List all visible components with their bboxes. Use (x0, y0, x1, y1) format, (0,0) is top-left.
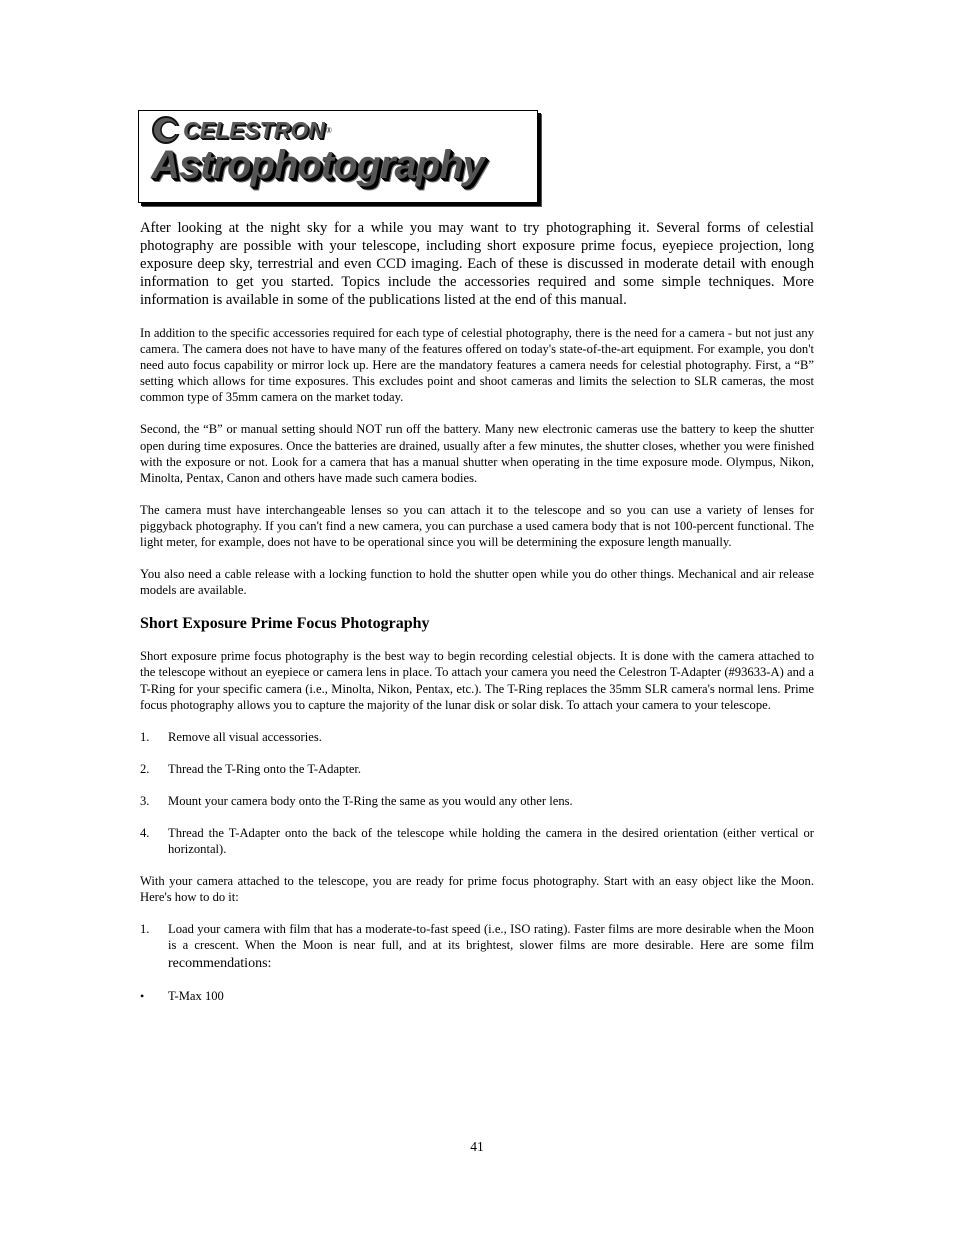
step-text (168, 921, 814, 971)
step-text: Thread the T-Adapter onto the back of the telescope while holding the camera in the desired orientation (either vertical or horizontal). (168, 825, 814, 857)
step-number: 4. (140, 825, 150, 840)
list-item (140, 793, 814, 809)
list-item (140, 988, 814, 1004)
registered-mark: ® (325, 125, 332, 135)
section-heading: Short Exposure Prime Focus Photography (140, 615, 430, 633)
step-text: Remove all visual accessories. (168, 729, 322, 744)
camera-requirements-paragraph: In addition to the specific accessories required for each type of celestial photography, there is the need for a camera - but not just any camera. The camera does not have to have many of the features offered on today's state-of-the-art equipment. For example, you don't need auto focus capability or mirror lock up. Here are the mandatory features a camera needs for celestial photography. First, a “B” setting which allows for time exposures. This excludes point and shoot cameras and limits the selection to SLR cameras, the most common type of 35mm camera on the market today. (140, 326, 814, 405)
header-logo-box (138, 110, 538, 203)
list-item (140, 761, 814, 777)
cable-release-paragraph: You also need a cable release with a locking function to hold the shutter open while you do other things. Mechanical and air release models are available. (140, 567, 814, 598)
lenses-paragraph: The camera must have interchangeable lenses so you can attach it to the telescope and so you can use a variety of lenses for piggyback photography. If you can't find a new camera, you can purchase a used camera body that is not 100-percent functional. The light meter, for example, does not have to be operational since you will be determining the exposure length manually. (140, 502, 814, 550)
list-item (140, 921, 814, 971)
step-text-main: Load your camera with film that has a moderate-to-fast speed (i.e., ISO rating). Faster films are more desirable when the Moon is a crescent. When the Moon is near full, and at its brightest, slower films are more desirable. Here (168, 922, 814, 953)
intro-paragraph: After looking at the night sky for a while you may want to try photographing it. Several forms of celestial photography are possible with your telescope, including short exposure prime focus, eyepiece projection, long exposure deep sky, terrestrial and even CCD imaging. Each of these is discussed in moderate detail with enough information to get you started. Topics include the accessories required and some simple techniques. More information is available in some of the publications listed at the end of this manual. (140, 220, 814, 308)
step-number: 1. (140, 922, 150, 937)
film-bullet-list (140, 988, 814, 1004)
page-title: Astrophotography (151, 143, 484, 187)
moon-steps-list (140, 921, 814, 971)
step-text-tail: are some film recommendations: (168, 938, 814, 971)
brand-wordmark: CELESTRON (183, 116, 325, 143)
step-number: 3. (140, 793, 150, 808)
step-number: 2. (140, 761, 150, 776)
step-text: Thread the T-Ring onto the T-Adapter. (168, 761, 362, 776)
celestron-brand (151, 113, 332, 147)
attach-steps-list (140, 729, 814, 857)
list-item (140, 825, 814, 857)
step-number: 1. (140, 729, 150, 744)
bullet-icon: • (140, 988, 145, 1003)
celestron-swoosh-icon (151, 115, 181, 145)
battery-paragraph: Second, the “B” or manual setting should NOT run off the battery. Many new electronic cameras use the battery to keep the shutter open during time exposures. Once the batteries are drained, usually after a few minutes, the shutter closes, whether you were finished with the exposure or not. Look for a camera that has a manual shutter when operating in the time exposure mode. Olympus, Nikon, Minolta, Pentax, Canon and others have made such camera bodies. (140, 422, 814, 485)
list-item (140, 729, 814, 745)
step-text: Mount your camera body onto the T-Ring the same as you would any other lens. (168, 793, 573, 808)
document-body (140, 219, 814, 1020)
page-number: 41 (470, 1139, 484, 1154)
section-intro-paragraph: Short exposure prime focus photography is the best way to begin recording celestial objects. It is done with the camera attached to the telescope without an eyepiece or camera lens in place. To attach your camera you need the Celestron T-Adapter (#93633-A) and a T-Ring for your specific camera (i.e., Minolta, Nikon, Pentax, etc.). The T-Ring replaces the 35mm SLR camera's normal lens. Prime focus photography allows you to capture the majority of the lunar disk or solar disk. To attach your camera to your telescope. (140, 649, 814, 712)
moon-intro-paragraph: With your camera attached to the telescope, you are ready for prime focus photography. Start with an easy object like the Moon. Here's how to do it: (140, 874, 814, 905)
bullet-text: T-Max 100 (168, 988, 224, 1003)
